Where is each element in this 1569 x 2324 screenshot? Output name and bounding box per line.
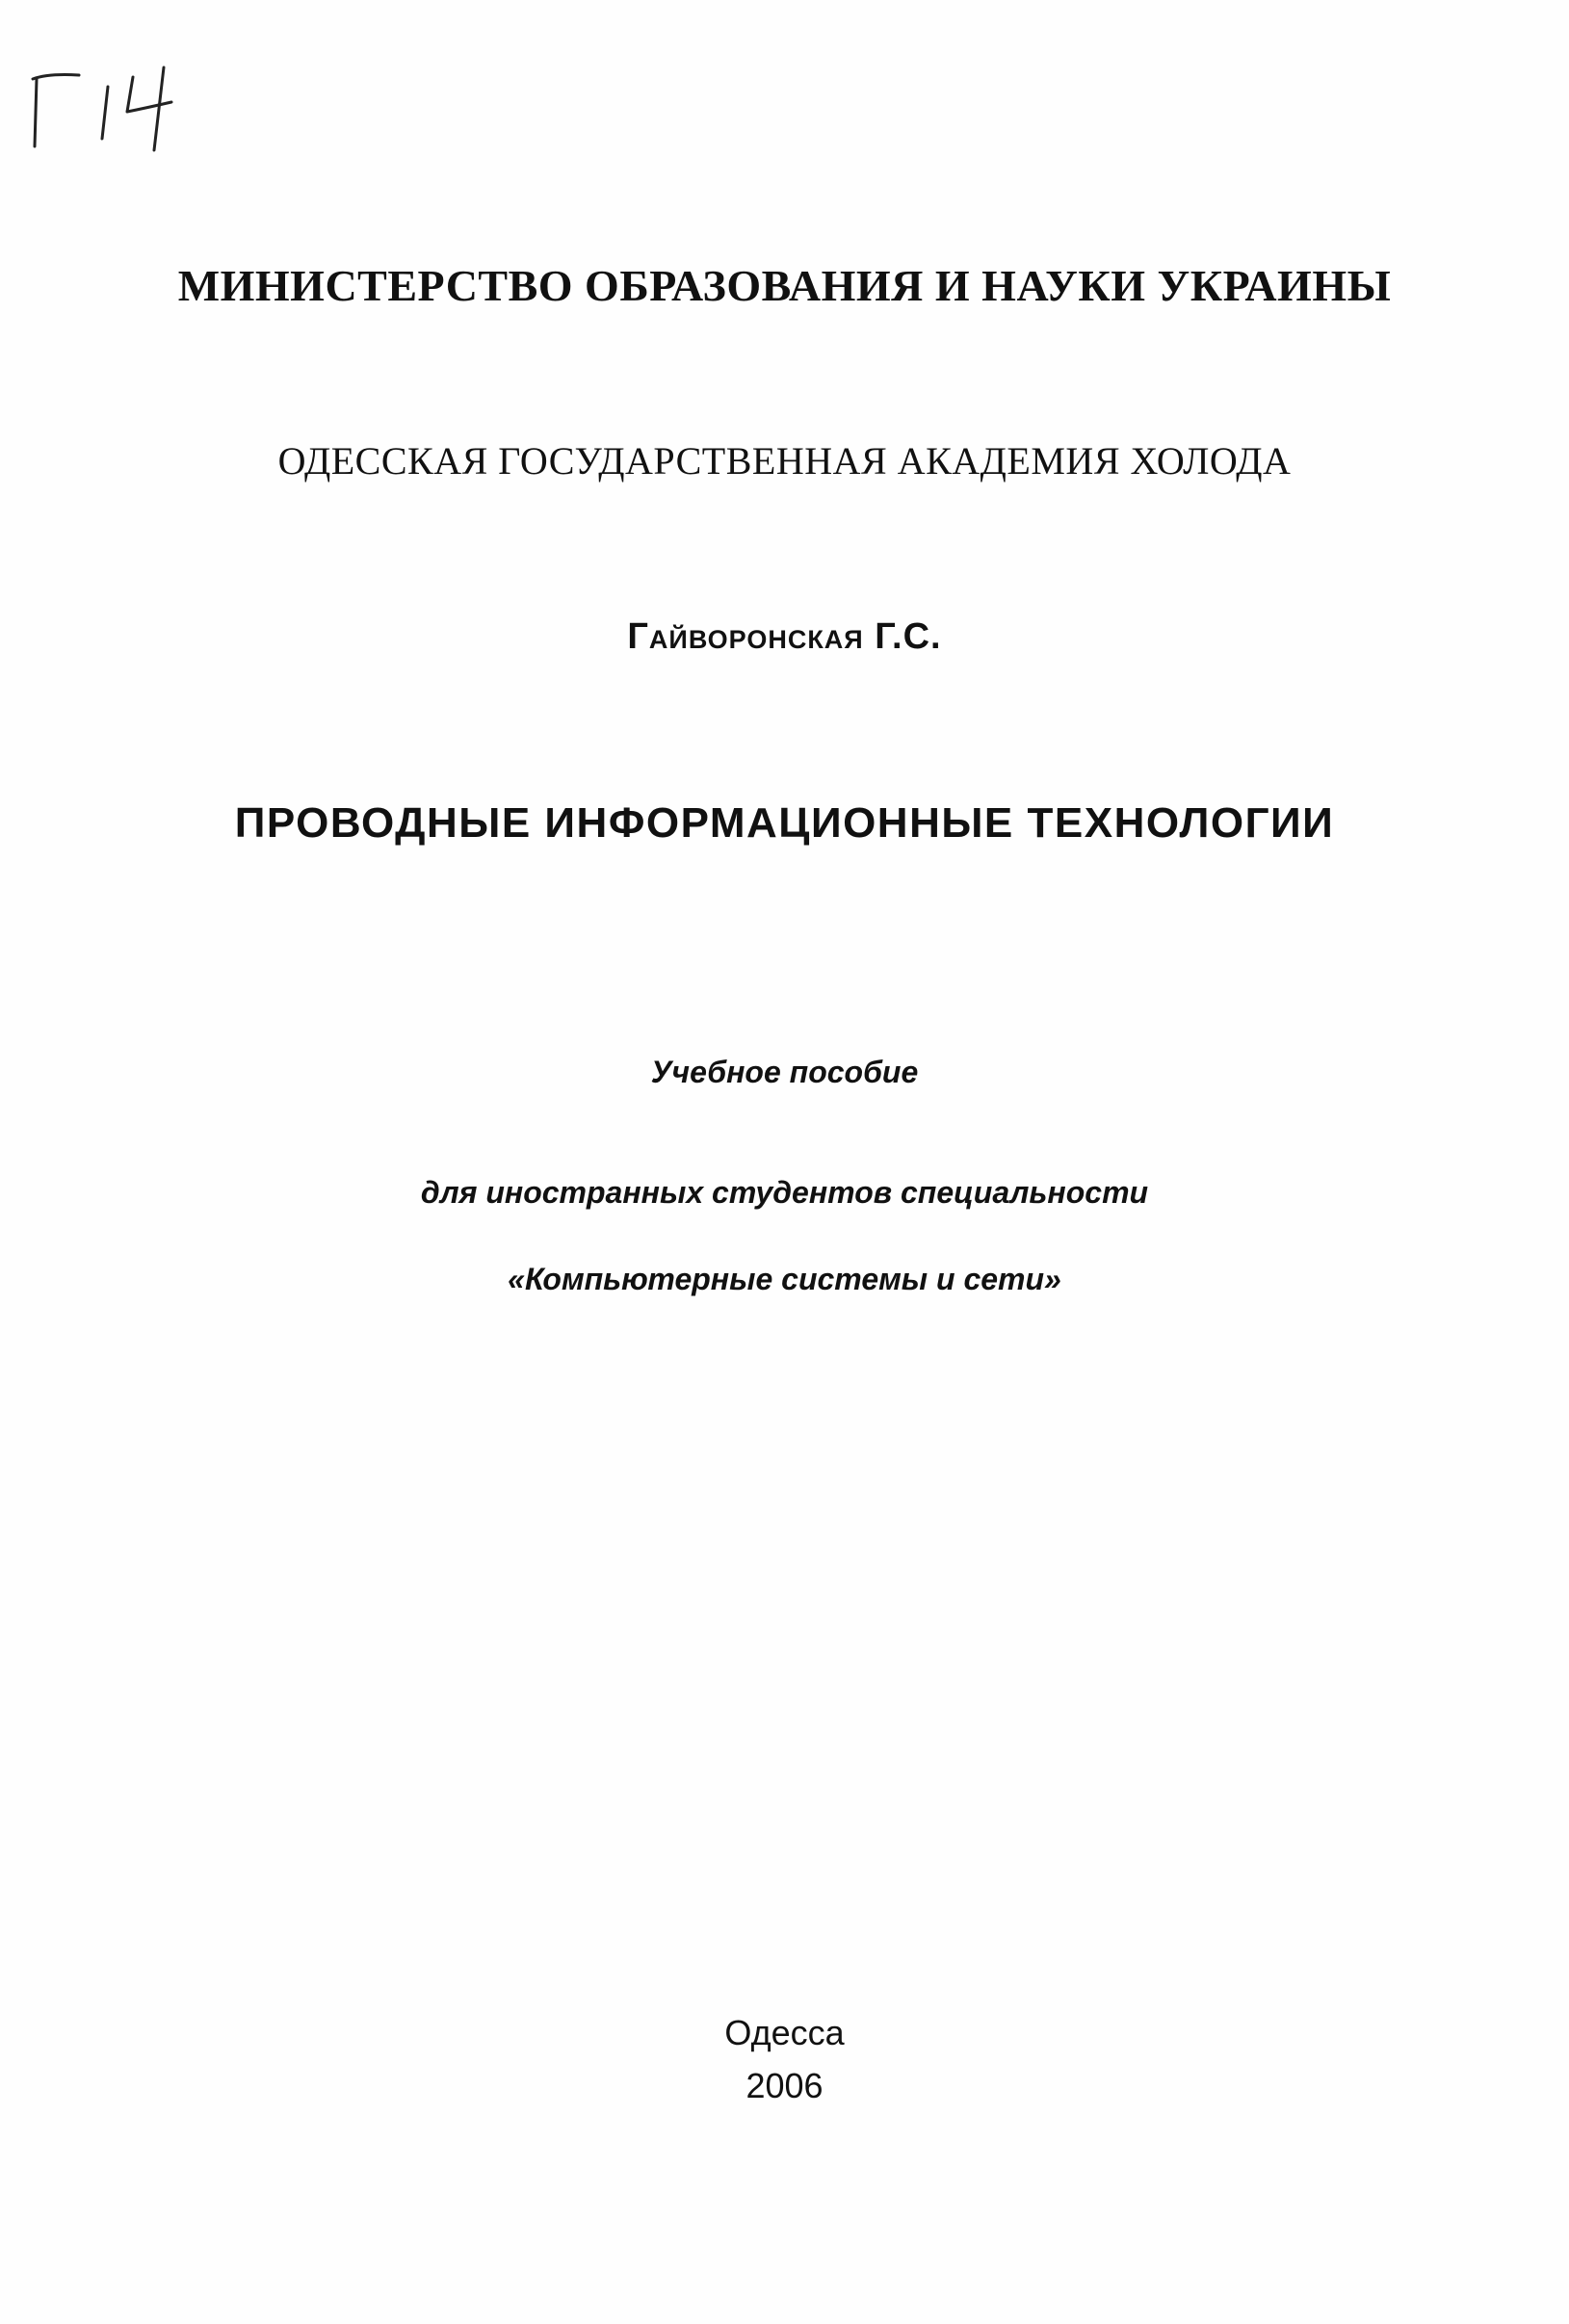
audience-line: для иностранных студентов специальности <box>420 1175 1149 1210</box>
publication-city: Одесса <box>724 2013 845 2052</box>
document-title: ПРОВОДНЫЕ ИНФОРМАЦИОННЫЕ ТЕХНОЛОГИИ <box>234 799 1335 847</box>
ministry-heading: МИНИСТЕРСТВО ОБРАЗОВАНИЯ И НАУКИ УКРАИНЫ <box>177 261 1392 310</box>
specialty-line: «Компьютерные системы и сети» <box>508 1262 1061 1296</box>
handwritten-mark <box>19 58 183 164</box>
author-name: Гайворонская Г.С. <box>627 616 942 657</box>
document-subtitle: Учебное пособие <box>650 1055 919 1089</box>
academy-heading: ОДЕССКАЯ ГОСУДАРСТВЕННАЯ АКАДЕМИЯ ХОЛОДА <box>277 439 1292 483</box>
publication-year: 2006 <box>745 2066 824 2105</box>
